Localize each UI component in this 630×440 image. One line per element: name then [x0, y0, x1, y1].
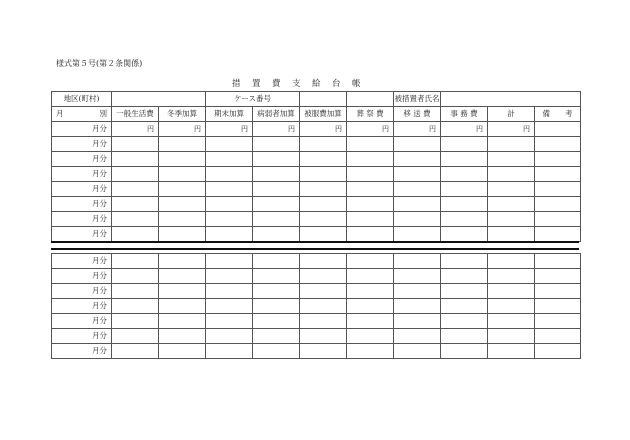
month-column-header	[52, 107, 112, 122]
amount-cell[interactable]	[441, 182, 488, 197]
column-header: 備 考	[535, 107, 581, 122]
amount-cell[interactable]	[253, 254, 300, 269]
amount-cell[interactable]	[300, 227, 347, 242]
amount-cell[interactable]: 円	[347, 122, 394, 137]
amount-cell[interactable]	[112, 167, 159, 182]
month-cell: 月分	[52, 167, 112, 182]
info-row	[52, 92, 581, 107]
amount-cell[interactable]	[206, 197, 253, 212]
month-header-left: 月	[56, 109, 64, 118]
amount-cell[interactable]	[488, 314, 535, 329]
amount-cell[interactable]	[394, 269, 441, 284]
amount-cell[interactable]	[394, 344, 441, 359]
month-cell: 月分	[52, 137, 112, 152]
amount-cell[interactable]	[206, 212, 253, 227]
month-cell: 月分	[52, 344, 112, 359]
amount-cell[interactable]	[159, 137, 206, 152]
amount-cell[interactable]	[206, 254, 253, 269]
amount-cell[interactable]	[535, 344, 581, 359]
table-row	[52, 152, 581, 167]
amount-cell[interactable]	[159, 152, 206, 167]
amount-cell[interactable]	[206, 269, 253, 284]
amount-cell[interactable]	[488, 137, 535, 152]
amount-cell[interactable]	[441, 269, 488, 284]
amount-cell[interactable]	[112, 152, 159, 167]
amount-cell[interactable]	[112, 269, 159, 284]
amount-cell[interactable]	[112, 197, 159, 212]
amount-cell[interactable]	[300, 197, 347, 212]
month-cell: 月分	[52, 314, 112, 329]
amount-cell[interactable]	[535, 269, 581, 284]
amount-cell[interactable]	[347, 299, 394, 314]
amount-cell[interactable]	[300, 299, 347, 314]
month-cell: 月分	[52, 122, 112, 137]
amount-cell[interactable]	[300, 344, 347, 359]
amount-cell[interactable]	[159, 314, 206, 329]
amount-cell[interactable]	[488, 254, 535, 269]
title-char: 措	[232, 79, 241, 89]
district-field[interactable]	[112, 92, 206, 107]
column-header: 計	[488, 107, 535, 122]
amount-cell[interactable]	[535, 137, 581, 152]
amount-cell[interactable]	[441, 314, 488, 329]
table-row	[52, 182, 581, 197]
amount-cell[interactable]	[535, 182, 581, 197]
amount-cell[interactable]	[441, 152, 488, 167]
amount-cell[interactable]	[535, 197, 581, 212]
amount-cell[interactable]	[112, 212, 159, 227]
month-cell: 月分	[52, 329, 112, 344]
amount-cell[interactable]	[253, 344, 300, 359]
table-row	[52, 344, 581, 359]
amount-cell[interactable]	[300, 152, 347, 167]
amount-cell[interactable]	[253, 182, 300, 197]
amount-cell[interactable]	[347, 137, 394, 152]
amount-cell[interactable]	[347, 329, 394, 344]
double-divider	[51, 241, 579, 243]
table-row	[52, 329, 581, 344]
amount-cell[interactable]	[253, 329, 300, 344]
amount-cell[interactable]	[112, 182, 159, 197]
amount-cell[interactable]	[112, 329, 159, 344]
table-row	[52, 314, 581, 329]
case-number-label: ケース番号	[206, 92, 300, 107]
amount-cell[interactable]	[441, 344, 488, 359]
amount-cell[interactable]	[206, 299, 253, 314]
amount-cell[interactable]	[112, 299, 159, 314]
amount-cell[interactable]	[159, 197, 206, 212]
amount-cell[interactable]	[206, 284, 253, 299]
amount-cell[interactable]	[112, 227, 159, 242]
amount-cell[interactable]	[535, 122, 581, 137]
amount-cell[interactable]	[535, 227, 581, 242]
amount-cell[interactable]	[159, 167, 206, 182]
header-row	[52, 107, 581, 122]
amount-cell[interactable]	[159, 329, 206, 344]
top-body	[52, 122, 581, 242]
amount-cell[interactable]	[206, 137, 253, 152]
amount-cell[interactable]	[535, 254, 581, 269]
title-char: 支	[292, 79, 301, 89]
amount-cell[interactable]	[300, 137, 347, 152]
month-cell: 月分	[52, 254, 112, 269]
amount-cell[interactable]	[488, 284, 535, 299]
table-row	[52, 254, 581, 269]
amount-cell[interactable]: 円	[112, 122, 159, 137]
amount-cell[interactable]	[441, 227, 488, 242]
amount-cell[interactable]: 円	[159, 122, 206, 137]
double-divider	[51, 248, 579, 250]
table-row	[52, 212, 581, 227]
amount-cell[interactable]	[253, 269, 300, 284]
amount-cell[interactable]	[535, 284, 581, 299]
amount-cell[interactable]	[300, 167, 347, 182]
amount-cell[interactable]	[112, 314, 159, 329]
amount-cell[interactable]	[535, 152, 581, 167]
amount-cell[interactable]	[347, 197, 394, 212]
amount-cell[interactable]	[441, 137, 488, 152]
amount-cell[interactable]	[347, 314, 394, 329]
person-name-label: 被措置者氏名	[394, 92, 441, 107]
table-row	[52, 269, 581, 284]
amount-cell[interactable]	[535, 299, 581, 314]
amount-cell[interactable]	[300, 182, 347, 197]
amount-cell[interactable]	[300, 269, 347, 284]
amount-cell[interactable]	[488, 212, 535, 227]
column-header: 事 務 費	[441, 107, 488, 122]
column-header: 病弱者加算	[253, 107, 300, 122]
amount-cell[interactable]	[488, 299, 535, 314]
amount-cell[interactable]	[441, 329, 488, 344]
amount-cell[interactable]	[253, 197, 300, 212]
amount-cell[interactable]	[441, 284, 488, 299]
amount-cell[interactable]	[112, 344, 159, 359]
amount-cell[interactable]	[253, 299, 300, 314]
spacer-cell	[347, 92, 394, 107]
table-row	[52, 167, 581, 182]
amount-cell[interactable]	[394, 212, 441, 227]
bottom-body	[52, 254, 581, 359]
amount-cell[interactable]	[206, 227, 253, 242]
table-row	[52, 197, 581, 212]
column-header: 移 送 費	[394, 107, 441, 122]
amount-cell[interactable]	[159, 227, 206, 242]
amount-cell[interactable]	[394, 227, 441, 242]
district-label: 地区(町村)	[52, 92, 112, 107]
title-char: 費	[272, 79, 281, 89]
month-cell: 月分	[52, 227, 112, 242]
column-header: 期末加算	[206, 107, 253, 122]
amount-cell[interactable]: 円	[206, 122, 253, 137]
amount-cell[interactable]	[441, 212, 488, 227]
amount-cell[interactable]	[253, 227, 300, 242]
amount-cell[interactable]	[206, 329, 253, 344]
amount-cell[interactable]	[394, 197, 441, 212]
amount-cell[interactable]	[347, 167, 394, 182]
amount-cell[interactable]	[112, 284, 159, 299]
amount-cell[interactable]	[253, 314, 300, 329]
amount-cell[interactable]	[347, 227, 394, 242]
title-char: 給	[312, 79, 321, 89]
amount-cell[interactable]	[159, 182, 206, 197]
amount-cell[interactable]	[206, 167, 253, 182]
amount-cell[interactable]	[535, 212, 581, 227]
table-row	[52, 284, 581, 299]
amount-cell[interactable]	[253, 284, 300, 299]
amount-cell[interactable]	[300, 329, 347, 344]
amount-cell[interactable]	[488, 167, 535, 182]
ledger-table-top	[51, 91, 581, 242]
column-header: 葬 祭 費	[347, 107, 394, 122]
amount-cell[interactable]	[347, 212, 394, 227]
amount-cell[interactable]: 円	[300, 122, 347, 137]
amount-cell[interactable]	[488, 152, 535, 167]
amount-cell[interactable]	[488, 227, 535, 242]
amount-cell[interactable]	[300, 314, 347, 329]
month-cell: 月分	[52, 197, 112, 212]
amount-cell[interactable]	[347, 182, 394, 197]
page-title	[232, 77, 372, 89]
amount-cell[interactable]	[206, 344, 253, 359]
form-number: 様式第５号(第２条関係)	[56, 59, 143, 68]
amount-cell[interactable]	[394, 254, 441, 269]
column-header: 一般生活費	[112, 107, 159, 122]
amount-cell[interactable]	[535, 167, 581, 182]
amount-cell[interactable]	[253, 212, 300, 227]
amount-cell[interactable]	[300, 212, 347, 227]
amount-cell[interactable]	[394, 314, 441, 329]
person-name-field[interactable]	[441, 92, 581, 107]
month-cell: 月分	[52, 182, 112, 197]
table-row	[52, 227, 581, 242]
amount-cell[interactable]	[488, 344, 535, 359]
amount-cell[interactable]	[159, 344, 206, 359]
amount-cell[interactable]	[300, 284, 347, 299]
amount-cell[interactable]	[488, 329, 535, 344]
amount-cell[interactable]	[206, 182, 253, 197]
amount-cell[interactable]	[441, 197, 488, 212]
amount-cell[interactable]: 円	[488, 122, 535, 137]
month-cell: 月分	[52, 284, 112, 299]
column-header: 被服費加算	[300, 107, 347, 122]
amount-cell[interactable]	[394, 152, 441, 167]
amount-cell[interactable]	[488, 182, 535, 197]
table-row	[52, 137, 581, 152]
amount-cell[interactable]	[300, 254, 347, 269]
amount-cell[interactable]	[253, 152, 300, 167]
amount-cell[interactable]	[535, 314, 581, 329]
amount-cell[interactable]	[394, 167, 441, 182]
amount-cell[interactable]	[159, 284, 206, 299]
amount-cell[interactable]: 円	[441, 122, 488, 137]
table-row	[52, 122, 581, 137]
amount-cell[interactable]	[394, 137, 441, 152]
amount-cell[interactable]	[159, 254, 206, 269]
title-char: 置	[252, 79, 261, 89]
amount-cell[interactable]	[347, 254, 394, 269]
amount-cell[interactable]	[347, 284, 394, 299]
title-char: 帳	[352, 79, 361, 89]
amount-cell[interactable]	[159, 299, 206, 314]
ledger-table-bottom	[51, 253, 581, 359]
table-row	[52, 299, 581, 314]
amount-cell[interactable]	[253, 167, 300, 182]
month-cell: 月分	[52, 299, 112, 314]
month-cell: 月分	[52, 212, 112, 227]
amount-cell[interactable]	[394, 284, 441, 299]
month-cell: 月分	[52, 152, 112, 167]
title-char: 台	[332, 79, 341, 89]
amount-cell[interactable]	[394, 182, 441, 197]
amount-cell[interactable]	[394, 299, 441, 314]
amount-cell[interactable]	[253, 137, 300, 152]
amount-cell[interactable]	[441, 167, 488, 182]
amount-cell[interactable]	[488, 269, 535, 284]
amount-cell[interactable]	[159, 212, 206, 227]
amount-cell[interactable]	[112, 254, 159, 269]
amount-cell[interactable]	[347, 344, 394, 359]
amount-cell[interactable]	[394, 329, 441, 344]
amount-cell[interactable]	[206, 152, 253, 167]
amount-cell[interactable]	[347, 152, 394, 167]
amount-cell[interactable]	[535, 329, 581, 344]
amount-cell[interactable]	[441, 254, 488, 269]
amount-cell[interactable]: 円	[394, 122, 441, 137]
amount-cell[interactable]: 円	[253, 122, 300, 137]
amount-cell[interactable]	[112, 137, 159, 152]
amount-cell[interactable]	[159, 269, 206, 284]
amount-cell[interactable]	[441, 299, 488, 314]
amount-cell[interactable]	[347, 269, 394, 284]
amount-cell[interactable]	[488, 197, 535, 212]
case-number-field[interactable]	[300, 92, 347, 107]
month-cell: 月分	[52, 269, 112, 284]
column-header: 冬季加算	[159, 107, 206, 122]
amount-cell[interactable]	[206, 314, 253, 329]
month-header-right: 別	[99, 109, 107, 118]
